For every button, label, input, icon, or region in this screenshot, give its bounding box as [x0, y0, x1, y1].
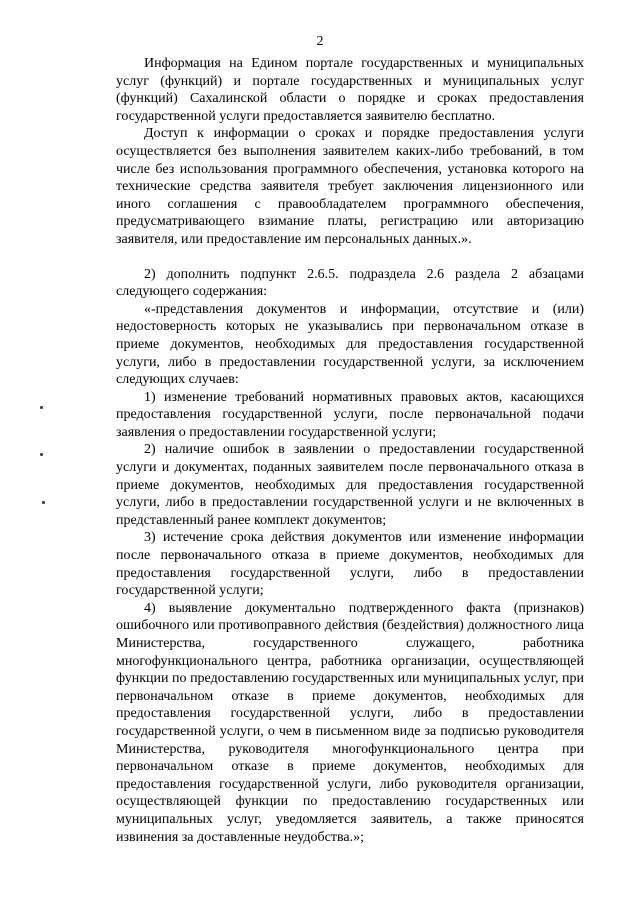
list-item-3: 3) истечение срока действия документов или изменение информации после первоначального отказа в приеме документов, необходимых для предоставления государственной услуги, либо в предоставлении государственной услуги; — [116, 530, 584, 599]
list-item-2: 2) наличие ошибок в заявлении о предоставлении государственной услуги и документах, поданных заявителем после первоначального отказа в приеме документов, необходимых для предоставления государственной услуги, либо в предоставлении государственной услуги и не включенных в представленный ранее комплект документов; — [116, 442, 584, 528]
paragraph-portal-info: Информация на Едином портале государственных и муниципальных услуг (функций) и портале государственных и муниципальных услуг (функций) Сахалинской области о порядке и сроках предоставления государственной услуги предоставляется заявителю бесплатно. — [116, 56, 584, 124]
paragraph-access-info: Доступ к информации о сроках и порядке предоставления услуги осуществляется без выполнения заявителем каких-либо требований, в том числе без использования программного обеспечения, установка которого на технические средства заявителя требует заключения лицензионного или иного соглашения с правообладателем программного обеспечения, предусматривающего взимание платы, регистрацию или авторизацию заявителя, или предоставление им персональных данных.». — [116, 126, 584, 247]
scan-speck — [42, 501, 45, 504]
paragraph-amendment-intro: 2) дополнить подпункт 2.6.5. подраздела 2.6 раздела 2 абзацами следующего содержания: — [116, 266, 584, 300]
paragraph-documents-condition: «-представления документов и информации, отсутствие и (или) недостоверность которых не указывались при первоначальном отказе в приеме документов, необходимых для предоставления государственной услуги, либо в предоставлении государственной услуги, за исключением следующих случаев: — [116, 301, 584, 388]
list-item-1: 1) изменение требований нормативных правовых актов, касающихся предоставления государственной услуги, после первоначальной подачи заявления о предоставлении государственной услуги; — [116, 389, 584, 440]
list-item-4: 4) выявление документально подтвержденного факта (признаков) ошибочного или противоправного действия (бездействия) должностного лица Министерства, государственного служащего, работника многофункционального центра, работника организации, осуществляющей функции по предоставлению государственных или муниципальных услуг, при первоначальном отказе в приеме документов, необходимых для предоставления государственной услуги, либо в предоставлении государственной услуги, о чем в письменном виде за подписью руководителя Министерства, руководителя многофункционального центра при первоначальном отказе в приеме документов, необходимых для предоставления государственной услуги, либо руководителя организации, осуществляющей функции по предоставлению государственных или муниципальных услуг, уведомляется заявитель, а также приносятся извинения за доставленные неудобства.»; — [116, 600, 584, 845]
scan-speck — [40, 406, 43, 409]
page-number: 2 — [316, 34, 324, 49]
scan-speck — [40, 453, 43, 456]
document-body — [116, 55, 584, 846]
